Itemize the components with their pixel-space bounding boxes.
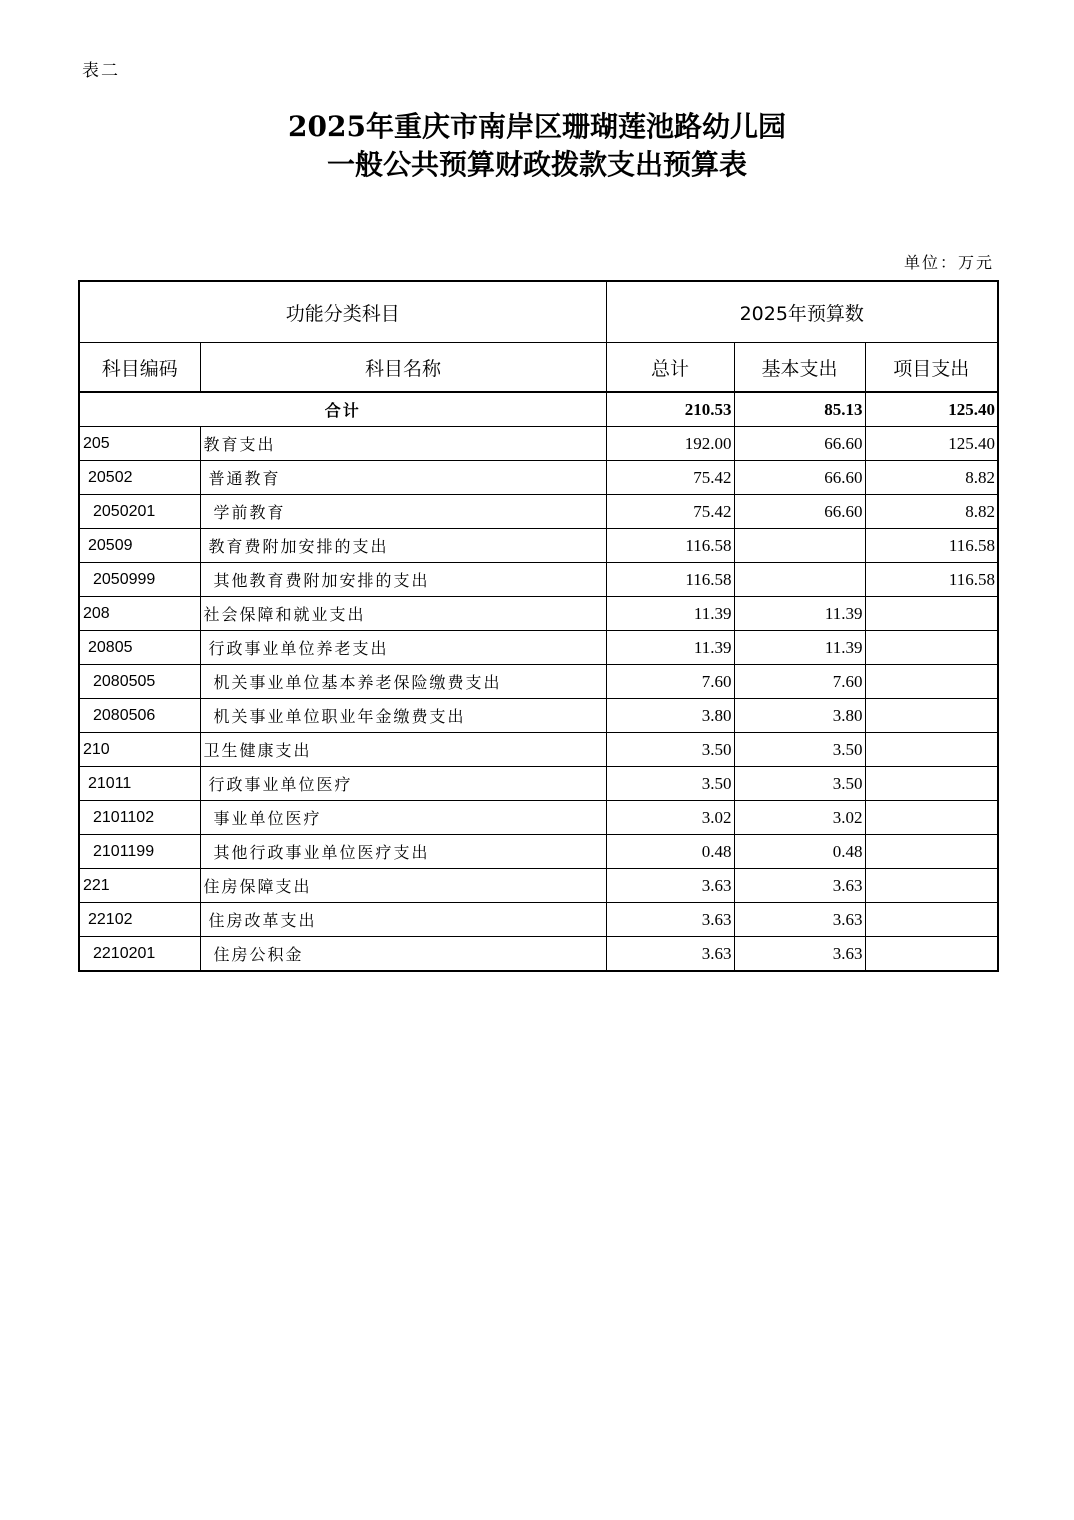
table-row [79,529,998,563]
amount-basic: 66.60 [734,461,865,495]
amount-total: 3.50 [606,733,734,767]
amount-total: 75.42 [606,461,734,495]
amount-project [865,801,998,835]
subject-name: 机关事业单位职业年金缴费支出 [200,699,606,733]
amount-basic: 3.50 [734,733,865,767]
unit-label: 单位：万元 [903,253,994,272]
header-budget-amount: 2025年预算数 [606,281,998,343]
total-basic: 85.13 [734,392,865,427]
table-row [79,903,998,937]
subject-name: 事业单位医疗 [200,801,606,835]
amount-total: 7.60 [606,665,734,699]
title-line-1: 2025年重庆市南岸区珊瑚莲池路幼儿园 [288,110,786,143]
subject-code: 2101102 [79,801,200,835]
amount-project: 8.82 [865,461,998,495]
amount-project [865,699,998,733]
amount-total: 192.00 [606,427,734,461]
amount-project: 125.40 [865,427,998,461]
subject-code: 2050201 [79,495,200,529]
table-row [79,427,998,461]
table-row [79,767,998,801]
amount-basic: 3.63 [734,869,865,903]
subject-code: 2050999 [79,563,200,597]
table-label: 表二 [82,61,120,81]
amount-project [865,903,998,937]
header-project-expenditure: 项目支出 [865,343,998,393]
subject-code: 20509 [79,529,200,563]
subject-code: 208 [79,597,200,631]
table-row [79,495,998,529]
table-row [79,631,998,665]
total-amount: 210.53 [606,392,734,427]
table-row [79,733,998,767]
table-row [79,597,998,631]
amount-project [865,597,998,631]
subject-name: 住房改革支出 [200,903,606,937]
subject-name: 学前教育 [200,495,606,529]
amount-basic: 66.60 [734,427,865,461]
amount-basic [734,529,865,563]
subject-code: 2101199 [79,835,200,869]
amount-total: 116.58 [606,563,734,597]
amount-basic: 3.50 [734,767,865,801]
table-row [79,699,998,733]
subject-code: 20805 [79,631,200,665]
amount-total: 3.63 [606,869,734,903]
header-total: 总计 [606,343,734,393]
subject-code: 221 [79,869,200,903]
table-row [79,665,998,699]
subject-name: 其他行政事业单位医疗支出 [200,835,606,869]
table-row [79,869,998,903]
subject-code: 20502 [79,461,200,495]
amount-total: 3.63 [606,937,734,972]
table-row [79,835,998,869]
amount-basic: 11.39 [734,631,865,665]
amount-total: 3.50 [606,767,734,801]
total-label: 合计 [79,392,606,427]
amount-project [865,937,998,972]
subject-code: 210 [79,733,200,767]
amount-basic: 66.60 [734,495,865,529]
subject-name: 社会保障和就业支出 [200,597,606,631]
table-row [79,563,998,597]
amount-total: 0.48 [606,835,734,869]
header-column-row [79,343,998,393]
amount-project [865,767,998,801]
header-functional-category: 功能分类科目 [79,281,606,343]
subject-name: 教育费附加安排的支出 [200,529,606,563]
amount-project [865,631,998,665]
subject-code: 2080506 [79,699,200,733]
amount-basic: 3.63 [734,903,865,937]
subject-name: 卫生健康支出 [200,733,606,767]
amount-project: 116.58 [865,563,998,597]
title-line-2: 一般公共预算财政拨款支出预算表 [326,148,747,181]
subject-code: 2210201 [79,937,200,972]
table-row [79,937,998,972]
amount-project: 8.82 [865,495,998,529]
amount-total: 75.42 [606,495,734,529]
page-title [0,108,1074,184]
subject-name: 机关事业单位基本养老保险缴费支出 [200,665,606,699]
amount-project [865,835,998,869]
table-row [79,461,998,495]
amount-basic: 11.39 [734,597,865,631]
amount-total: 11.39 [606,631,734,665]
subject-name: 普通教育 [200,461,606,495]
amount-total: 11.39 [606,597,734,631]
budget-table [78,280,999,972]
subject-code: 205 [79,427,200,461]
subject-name: 行政事业单位养老支出 [200,631,606,665]
header-subject-name: 科目名称 [200,343,606,393]
amount-basic [734,563,865,597]
table-row [79,801,998,835]
amount-total: 3.63 [606,903,734,937]
amount-basic: 3.80 [734,699,865,733]
amount-project: 116.58 [865,529,998,563]
subject-name: 住房保障支出 [200,869,606,903]
amount-basic: 3.02 [734,801,865,835]
subject-name: 其他教育费附加安排的支出 [200,563,606,597]
subject-code: 22102 [79,903,200,937]
subject-name: 行政事业单位医疗 [200,767,606,801]
amount-project [865,733,998,767]
amount-basic: 3.63 [734,937,865,972]
amount-project [865,869,998,903]
amount-total: 3.02 [606,801,734,835]
subject-code: 2080505 [79,665,200,699]
amount-project [865,665,998,699]
amount-total: 116.58 [606,529,734,563]
total-row [79,392,998,427]
subject-name: 教育支出 [200,427,606,461]
total-project: 125.40 [865,392,998,427]
header-basic-expenditure: 基本支出 [734,343,865,393]
amount-basic: 7.60 [734,665,865,699]
subject-code: 21011 [79,767,200,801]
header-subject-code: 科目编码 [79,343,200,393]
header-group-row [79,281,998,343]
amount-total: 3.80 [606,699,734,733]
amount-basic: 0.48 [734,835,865,869]
subject-name: 住房公积金 [200,937,606,972]
